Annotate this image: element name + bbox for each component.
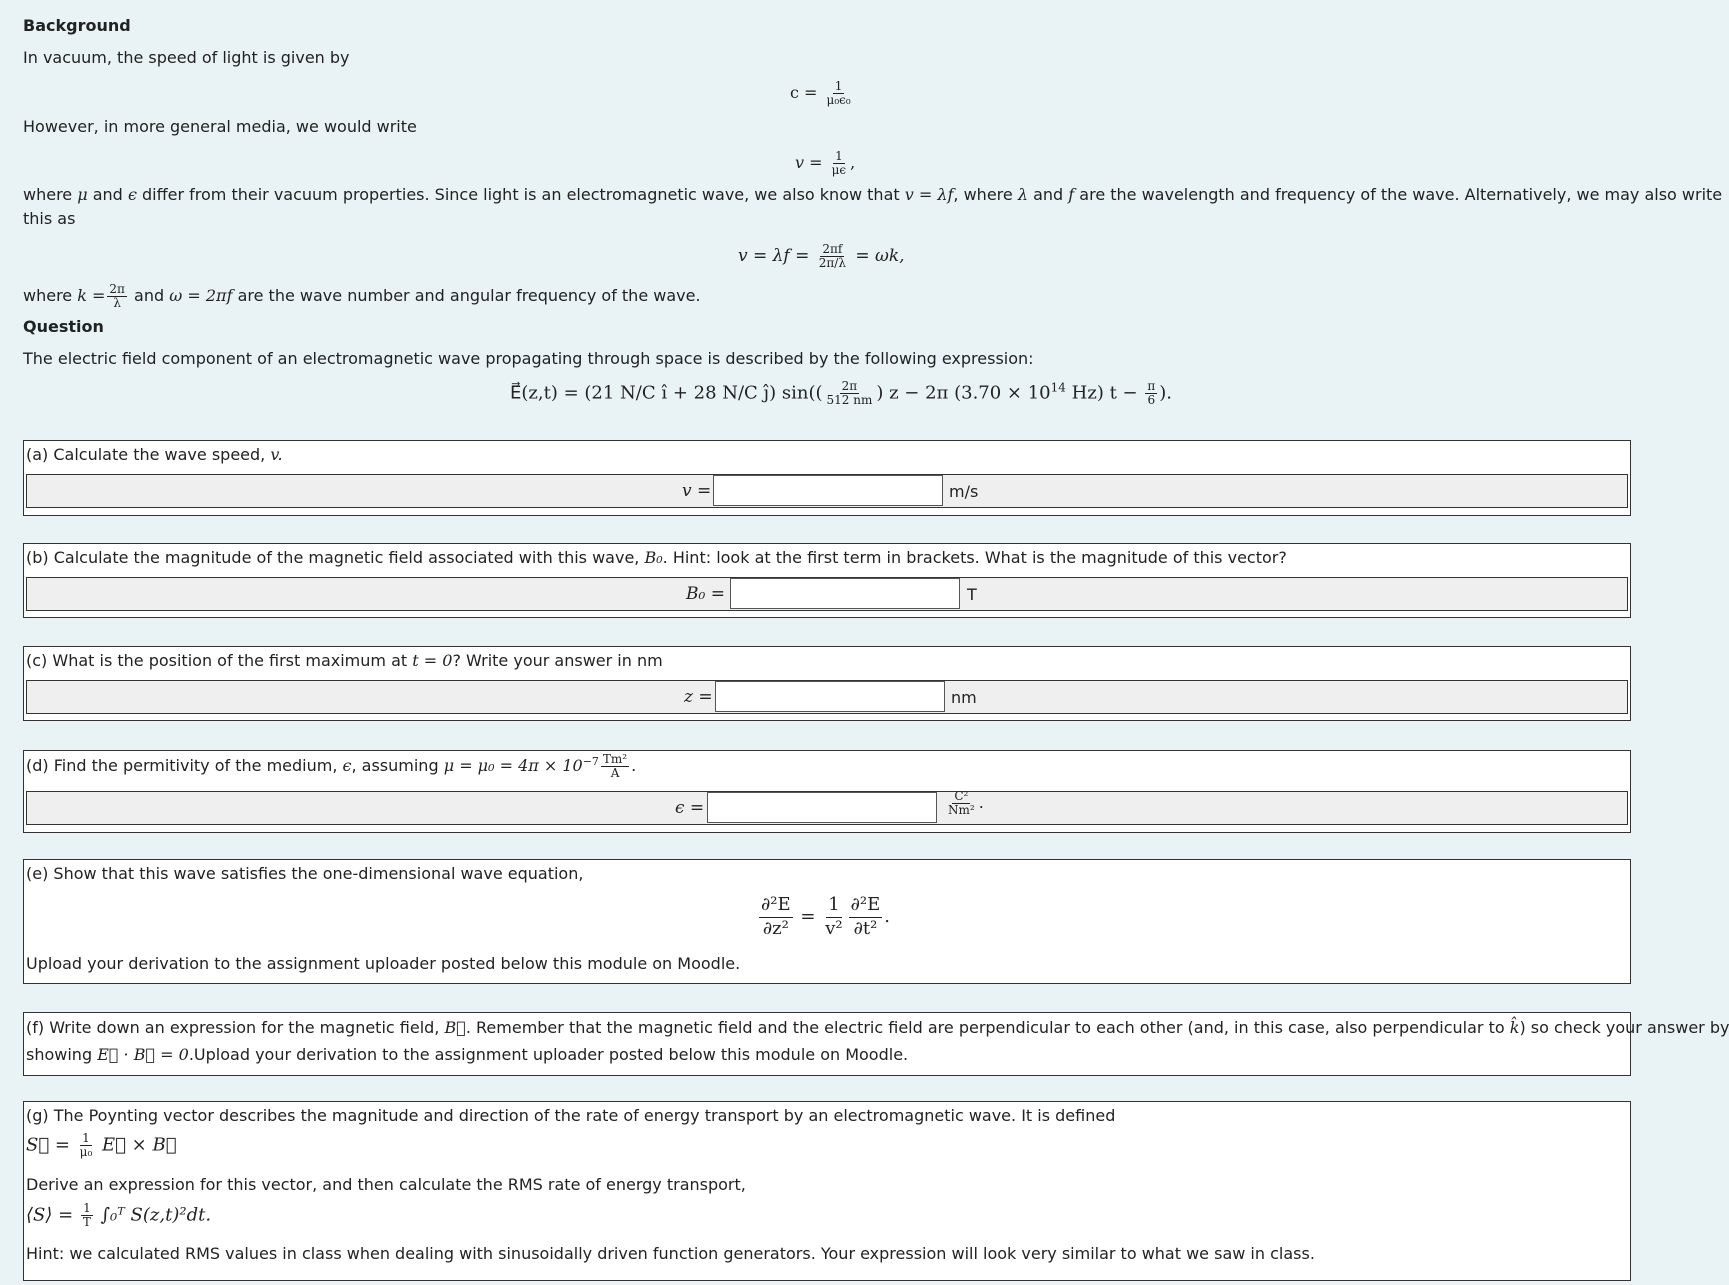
wave-lnum: ∂²E — [759, 894, 793, 918]
p4-knum: 2π — [109, 282, 125, 296]
qeq-end: ). — [1159, 382, 1172, 404]
part-c-text — [26, 651, 663, 670]
eq2-lhs: v = — [795, 153, 823, 173]
poynting-rhs: E⃗ × B⃗ — [102, 1134, 177, 1156]
part-c-input[interactable] — [715, 681, 945, 712]
part-b-var: B₀ — [644, 548, 663, 567]
part-d — [23, 750, 1631, 833]
poynting-den: μ₀ — [79, 1145, 93, 1160]
part-f-prompt3: ) so check your answer by — [1519, 1018, 1729, 1037]
part-d-var2: μ = μ₀ = 4π × 10 — [443, 756, 583, 776]
part-d-label: ϵ = — [675, 798, 705, 818]
qeq-num: 2π — [841, 379, 858, 393]
rms-den: T — [82, 1215, 91, 1230]
rms-rhs: ∫₀ᵀ S(z,t)²dt. — [100, 1204, 212, 1226]
rms-definition — [26, 1202, 211, 1229]
eq1-den: μ₀ϵ₀ — [826, 93, 851, 108]
p3-v: v = λf — [904, 185, 954, 204]
poynting-num: 1 — [82, 1131, 90, 1145]
poynting-definition — [26, 1132, 177, 1159]
wave-rnum: ∂²E — [849, 894, 883, 918]
p3-f: f — [1068, 185, 1075, 204]
qeq-exp: 14 — [1050, 380, 1066, 395]
part-f-line2b: .Upload your derivation to the assignment uploader posted below this module on Moodle. — [188, 1045, 909, 1064]
background-heading: Background — [23, 16, 131, 35]
poynting-lhs: S⃗ = — [26, 1134, 70, 1156]
p3-g: are the wavelength and frequency of the wave. Alternatively, we may also write — [1079, 185, 1723, 204]
eq1-lhs: c = — [790, 83, 818, 103]
part-d-var: ϵ — [342, 756, 352, 776]
wave-tail: . — [884, 906, 891, 927]
p4-k: k = — [77, 286, 106, 306]
part-a-prompt: (a) Calculate the wave speed, — [26, 445, 266, 464]
part-d-exp: −7 — [582, 754, 599, 768]
background-p4 — [23, 283, 701, 310]
p3-mu: μ — [77, 185, 88, 204]
part-f-line2 — [26, 1045, 908, 1064]
part-f — [23, 1012, 1729, 1076]
equation-v — [795, 150, 855, 177]
rms-lhs: ⟨S⟩ = — [26, 1204, 74, 1226]
equation-c — [790, 80, 855, 107]
eq3-den: 2π/λ — [818, 256, 846, 271]
equation-dispersion — [738, 243, 905, 270]
part-d-prompt: (d) Find the permitivity of the medium, — [26, 756, 338, 776]
part-b-answer-row — [26, 577, 1628, 611]
part-f-line2a: showing — [26, 1045, 93, 1064]
part-d-input[interactable] — [707, 792, 937, 823]
part-c-label: z = — [684, 687, 713, 707]
wave-lden: ∂z² — [762, 917, 789, 939]
question-intro: The electric field component of an electromagnetic wave propagating through space is described by the following expression: — [23, 349, 1034, 368]
part-a-input[interactable] — [713, 475, 943, 506]
part-e-upload: Upload your derivation to the assignment uploader posted below this module on Moodle. — [26, 954, 741, 973]
eq3-num: 2πf — [822, 242, 843, 256]
part-c-prompt2: ? Write your answer in nm — [452, 651, 663, 670]
p3-c: differ from their vacuum properties. Since light is an electromagnetic wave, we also know that — [142, 185, 900, 204]
part-c-answer-row — [26, 680, 1628, 714]
part-b-prompt2: . Hint: look at the first term in brackets. What is the magnitude of this vector? — [662, 548, 1287, 567]
part-g-text: (g) The Poynting vector describes the magnitude and direction of the rate of energy transport by an electromagnetic wave. It is defined — [26, 1106, 1116, 1125]
part-d-unit — [944, 790, 984, 817]
part-c-unit: nm — [951, 688, 977, 707]
background-p3-line2: this as — [23, 209, 76, 228]
part-f-var2: k̂ — [1509, 1018, 1520, 1037]
part-d-unit-num: C² — [954, 789, 969, 803]
eq3-rhs: = ωk, — [855, 246, 905, 267]
part-d-end: . — [631, 756, 637, 776]
p4-b: and — [134, 286, 165, 306]
background-p2: However, in more general media, we would write — [23, 117, 417, 136]
eq2-num: 1 — [835, 149, 843, 163]
part-e-text: (e) Show that this wave satisfies the one-dimensional wave equation, — [26, 864, 584, 883]
p4-kden: λ — [113, 296, 121, 311]
p3-lambda: λ — [1017, 185, 1028, 204]
part-a-unit: m/s — [949, 482, 979, 501]
part-b-prompt: (b) Calculate the magnitude of the magnetic field associated with this wave, — [26, 548, 640, 567]
part-f-prompt2: . Remember that the magnetic field and the electric field are perpendicular to each other (and, in this case, also perpendicular to — [465, 1018, 1505, 1037]
part-g — [23, 1101, 1631, 1281]
eq2-den: μϵ — [831, 163, 847, 178]
rms-num: 1 — [83, 1201, 91, 1215]
p3-b: and — [92, 185, 123, 204]
p3-d: , where — [953, 185, 1013, 204]
background-p1: In vacuum, the speed of light is given by — [23, 48, 350, 67]
wave-eq: = — [800, 906, 816, 927]
p3-e: and — [1033, 185, 1064, 204]
electric-field-equation — [510, 380, 1172, 407]
p4-c: are the wave number and angular frequency of the wave. — [237, 286, 701, 306]
part-c — [23, 646, 1631, 721]
part-f-var: B⃗ — [444, 1018, 466, 1037]
eq3-lhs: v = λf = — [738, 246, 810, 267]
p3-eps: ϵ — [127, 185, 137, 204]
part-b-text — [26, 548, 1287, 567]
part-d-answer-row — [26, 791, 1628, 825]
part-f-line2var: E⃗ · B⃗ = 0 — [97, 1045, 189, 1064]
wave-equation — [757, 894, 890, 940]
part-d-prompt2: , assuming — [351, 756, 439, 776]
qeq-den: 512 nm — [826, 393, 873, 408]
qeq-mid: ) z − 2π (3.70 × 10 — [876, 382, 1051, 404]
part-e — [23, 859, 1631, 984]
part-a-answer-row — [26, 474, 1628, 508]
wave-rden: ∂t² — [853, 917, 878, 939]
qeq-fnum: π — [1147, 379, 1156, 393]
part-d-unit-end: . — [978, 793, 984, 813]
part-b-unit: T — [967, 585, 977, 604]
background-p3 — [23, 185, 1722, 204]
part-g-text2: Derive an expression for this vector, and then calculate the RMS rate of energy transport, — [26, 1175, 746, 1194]
part-c-var: t = 0 — [412, 651, 453, 670]
part-d-unit-den: Nm² — [948, 803, 975, 818]
p4-a: where — [23, 286, 73, 306]
part-f-prompt: (f) Write down an expression for the magnetic field, — [26, 1018, 440, 1037]
wave-cden: v² — [825, 917, 843, 939]
eq2-tail: , — [850, 153, 856, 173]
question-heading: Question — [23, 317, 104, 336]
part-f-line1 — [26, 1018, 1729, 1037]
part-a — [23, 440, 1631, 516]
part-a-text — [26, 445, 283, 464]
qeq-lhs: E⃗(z,t) = (21 N/C î + 28 N/C ĵ) sin(( — [510, 382, 823, 404]
qeq-mid2: Hz) t − — [1065, 382, 1138, 404]
part-c-prompt: (c) What is the position of the first maximum at — [26, 651, 408, 670]
part-a-label: v = — [682, 481, 712, 501]
part-g-hint: Hint: we calculated RMS values in class when dealing with sinusoidally driven function generators. Your expression will look very similar to what we saw in class. — [26, 1244, 1315, 1263]
part-d-text — [26, 753, 636, 780]
p4-w: ω = 2πf — [169, 286, 233, 306]
p3-a: where — [23, 185, 73, 204]
part-d-fden: A — [610, 766, 620, 781]
part-b-input[interactable] — [730, 578, 960, 609]
part-b-label: B₀ = — [686, 584, 725, 604]
wave-cnum: 1 — [826, 894, 841, 918]
eq1-num: 1 — [834, 79, 843, 93]
part-d-fnum: Tm² — [602, 752, 628, 766]
part-b — [23, 543, 1631, 618]
part-a-var: v. — [270, 445, 283, 464]
qeq-fden: 6 — [1147, 393, 1156, 408]
